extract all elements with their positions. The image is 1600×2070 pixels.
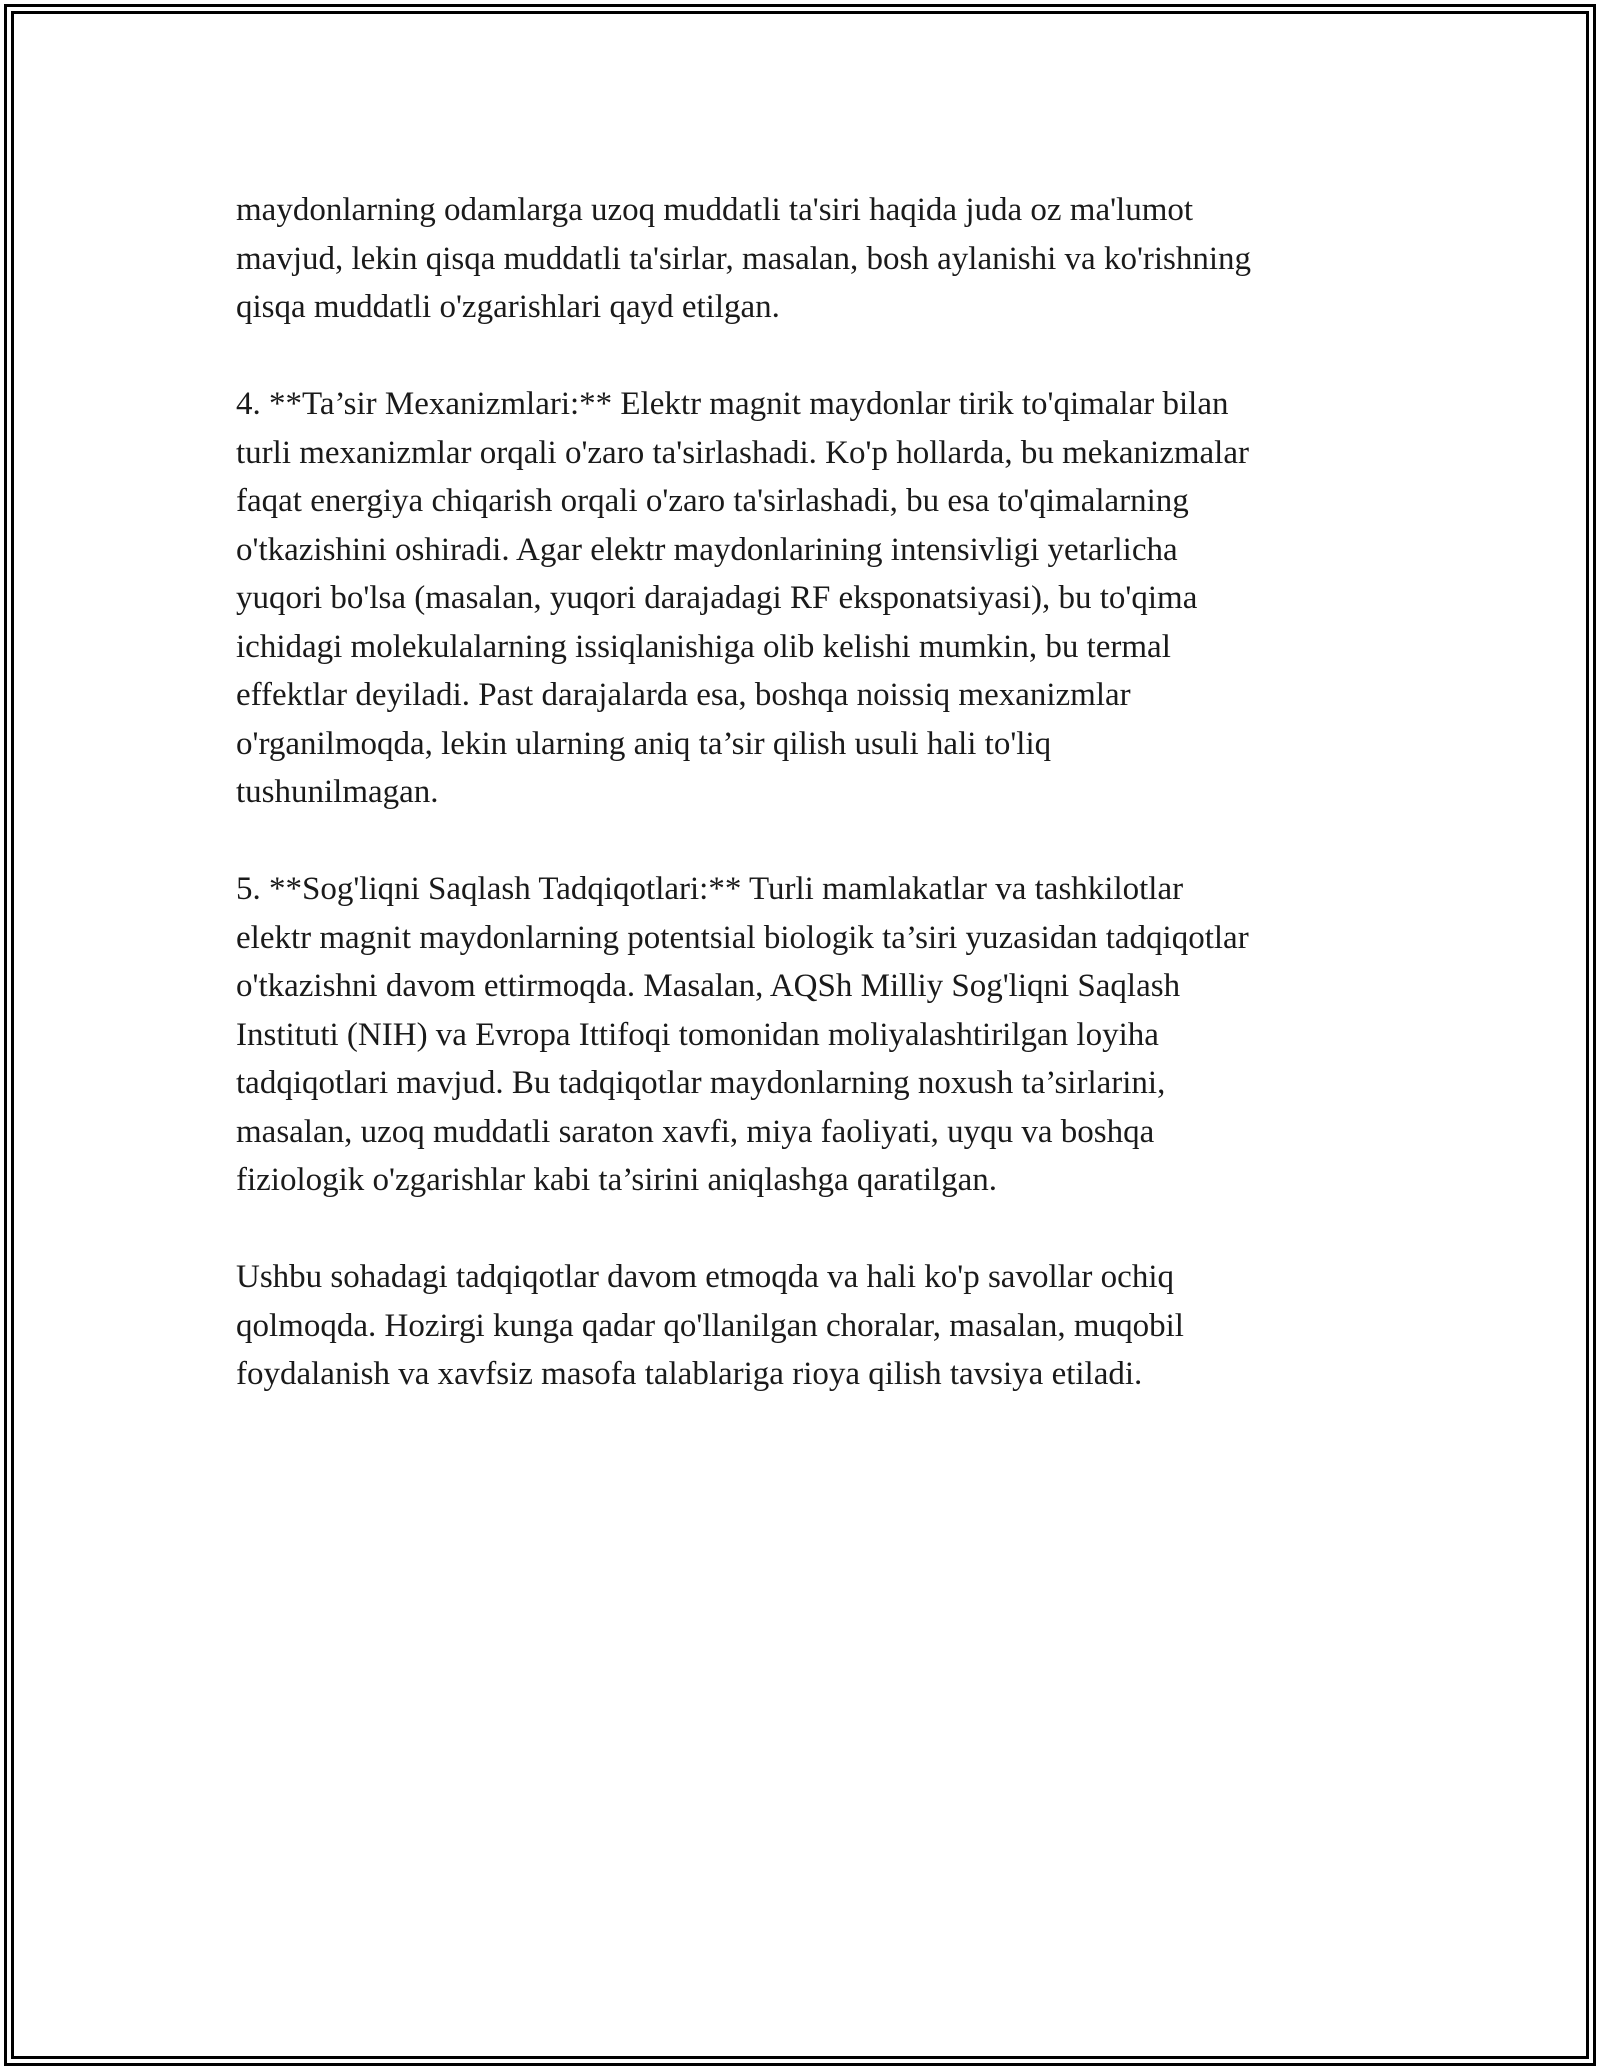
text-line: qisqa muddatli o'zgarishlari qayd etilgan.	[236, 289, 780, 325]
text-line: elektr magnit maydonlarning potentsial biologik ta’siri yuzasidan tadqiqotlar	[236, 919, 1249, 956]
text-line: o'tkazishni davom ettirmoqda. Masalan, AQSh Milliy Sog'liqni Saqlash	[236, 968, 1181, 1004]
text-line: foydalanish va xavfsiz masofa talablariga rioya qilish tavsiya etiladi.	[236, 1356, 1143, 1392]
text-line: qolmoqda. Hozirgi kunga qadar qo'llanilgan choralar, masalan, muqobil	[236, 1307, 1184, 1344]
text-line: effektlar deyiladi. Past darajalarda esa, boshqa noissiq mexanizmlar	[236, 677, 1131, 713]
text-line: tushunilmagan.	[236, 774, 439, 810]
paragraph-conclusion	[236, 1253, 1406, 1399]
text-line: o'rganilmoqda, lekin ularning aniq ta’sir qilish usuli hali to'liq	[236, 725, 1052, 762]
text-line: Instituti (NIH) va Evropa Ittifoqi tomonidan moliyalashtirilgan loyiha	[236, 1016, 1159, 1053]
text-line: turli mexanizmlar orqali o'zaro ta'sirlashadi. Ko'p hollarda, bu mekanizmalar	[236, 434, 1249, 471]
text-line: 5. **Sog'liqni Saqlash Tadqiqotlari:** Turli mamlakatlar va tashkilotlar	[236, 871, 1184, 907]
paragraph-mechanisms	[236, 380, 1406, 817]
paragraph-health-research	[236, 865, 1406, 1205]
text-line: faqat energiya chiqarish orqali o'zaro ta'sirlashadi, bu esa to'qimalarning	[236, 483, 1189, 519]
text-line: ichidagi molekulalarning issiqlanishiga olib kelishi mumkin, bu termal	[236, 628, 1171, 665]
text-line: tadqiqotlari mavjud. Bu tadqiqotlar maydonlarning noxush ta’sirlarini,	[236, 1065, 1166, 1101]
text-line: maydonlarning odamlarga uzoq muddatli ta'siri haqida juda oz ma'lumot	[236, 192, 1194, 228]
text-line: o'tkazishini oshiradi. Agar elektr maydonlarining intensivligi yetarlicha	[236, 531, 1178, 568]
paragraph-continuation	[236, 186, 1406, 332]
text-line: yuqori bo'lsa (masalan, yuqori darajadagi RF eksponatsiyasi), bu to'qima	[236, 580, 1198, 616]
text-line: mavjud, lekin qisqa muddatli ta'sirlar, masalan, bosh aylanishi va ko'rishning	[236, 240, 1252, 277]
document-body	[236, 186, 1406, 1447]
text-line: Ushbu sohadagi tadqiqotlar davom etmoqda va hali ko'p savollar ochiq	[236, 1259, 1174, 1295]
text-line: masalan, uzoq muddatli saraton xavfi, miya faoliyati, uyqu va boshqa	[236, 1113, 1155, 1150]
text-line: fiziologik o'zgarishlar kabi ta’sirini aniqlashga qaratilgan.	[236, 1162, 998, 1198]
text-line: 4. **Ta’sir Mexanizmlari:** Elektr magnit maydonlar tirik to'qimalar bilan	[236, 386, 1229, 422]
